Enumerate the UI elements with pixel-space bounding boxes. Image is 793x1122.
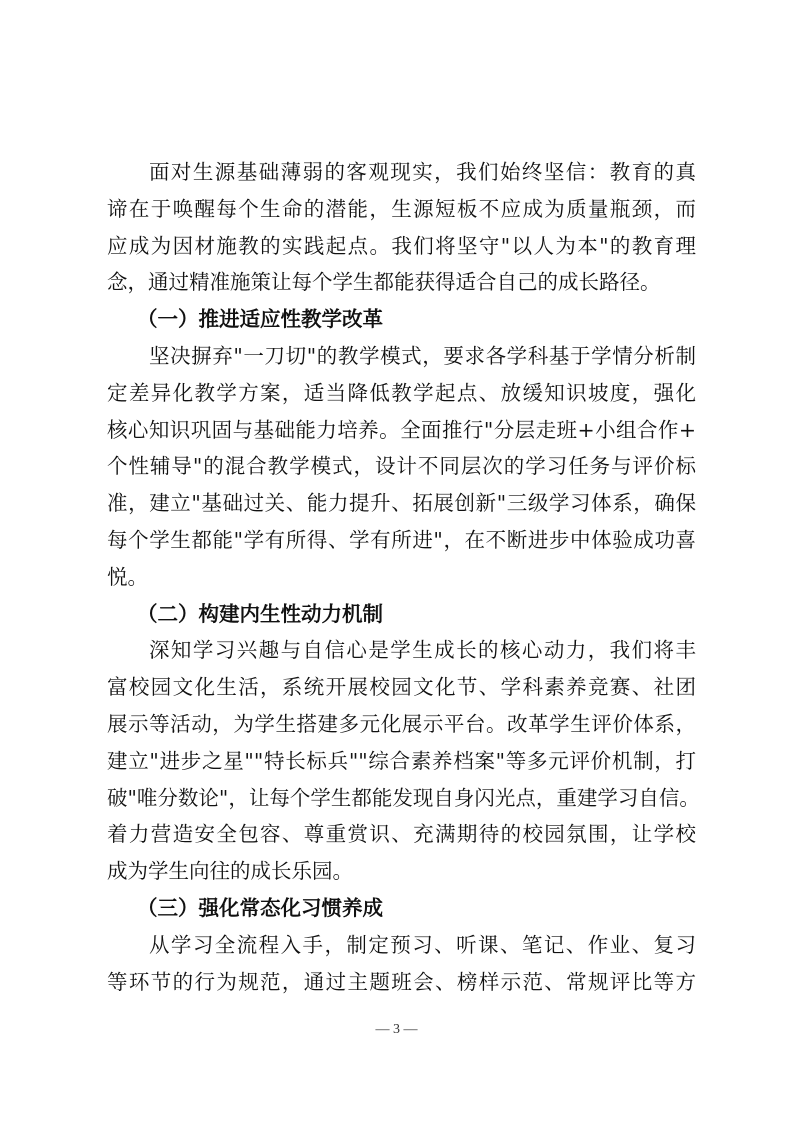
text-line: 面对生源基础薄弱的客观现实，我们始终坚信：教育的真 xyxy=(149,160,696,184)
text-line: 坚决摒弃"一刀切"的教学模式，要求各学科基于学情分析制 xyxy=(149,343,696,368)
text-line: 建立"进步之星""特长标兵""综合素养档案"等多元评价机制，打 xyxy=(107,748,696,773)
text-line: 核心知识巩固与基础能力培养。全面推行"分层走班+小组合作+ xyxy=(107,417,696,442)
section-heading: （三）强化常态化习惯养成 xyxy=(137,895,383,920)
text-line: 念，通过精准施策让每个学生都能获得适合自己的成长路径。 xyxy=(107,270,661,295)
text-line: 每个学生都能"学有所得、学有所进"，在不断进步中体验成功喜 xyxy=(107,527,696,552)
intro-paragraph xyxy=(107,154,696,301)
text-line: 准，建立"基础过关、能力提升、拓展创新"三级学习体系，确保 xyxy=(107,491,696,516)
page-number: — 3 — xyxy=(375,1022,418,1037)
text-line: 个性辅导"的混合教学模式，设计不同层次的学习任务与评价标 xyxy=(107,454,696,479)
document-body xyxy=(107,154,700,1000)
section-1 xyxy=(107,301,696,595)
text-line: 从学习全流程入手，制定预习、听课、笔记、作业、复习 xyxy=(149,932,696,957)
text-line: 着力营造安全包容、尊重赏识、充满期待的校园氛围，让学校 xyxy=(107,822,696,847)
text-line: 谛在于唤醒每个生命的潜能，生源短板不应成为质量瓶颈，而 xyxy=(107,196,696,221)
text-line: 展示等活动，为学生搭建多元化展示平台。改革学生评价体系， xyxy=(107,711,696,736)
text-line: 深知学习兴趣与自信心是学生成长的核心动力，我们将丰 xyxy=(149,638,696,663)
text-line: 定差异化教学方案，适当降低教学起点、放缓知识坡度，强化 xyxy=(107,380,696,405)
section-2 xyxy=(107,596,700,890)
text-line: 破"唯分数论"，让每个学生都能发现自身闪光点，重建学习自信。 xyxy=(107,785,700,810)
section-3 xyxy=(107,890,696,1000)
text-line: 成为学生向往的成长乐园。 xyxy=(107,859,353,884)
section-heading: （二）构建内生性动力机制 xyxy=(137,601,383,626)
text-line: 应成为因材施教的实践起点。我们将坚守"以人为本"的教育理 xyxy=(107,233,696,258)
text-line: 等环节的行为规范，通过主题班会、榜样示范、常规评比等方 xyxy=(107,969,696,994)
text-line: 富校园文化生活，系统开展校园文化节、学科素养竞赛、社团 xyxy=(107,675,696,700)
text-line: 悦。 xyxy=(107,564,148,589)
section-heading: （一）推进适应性教学改革 xyxy=(137,307,383,332)
